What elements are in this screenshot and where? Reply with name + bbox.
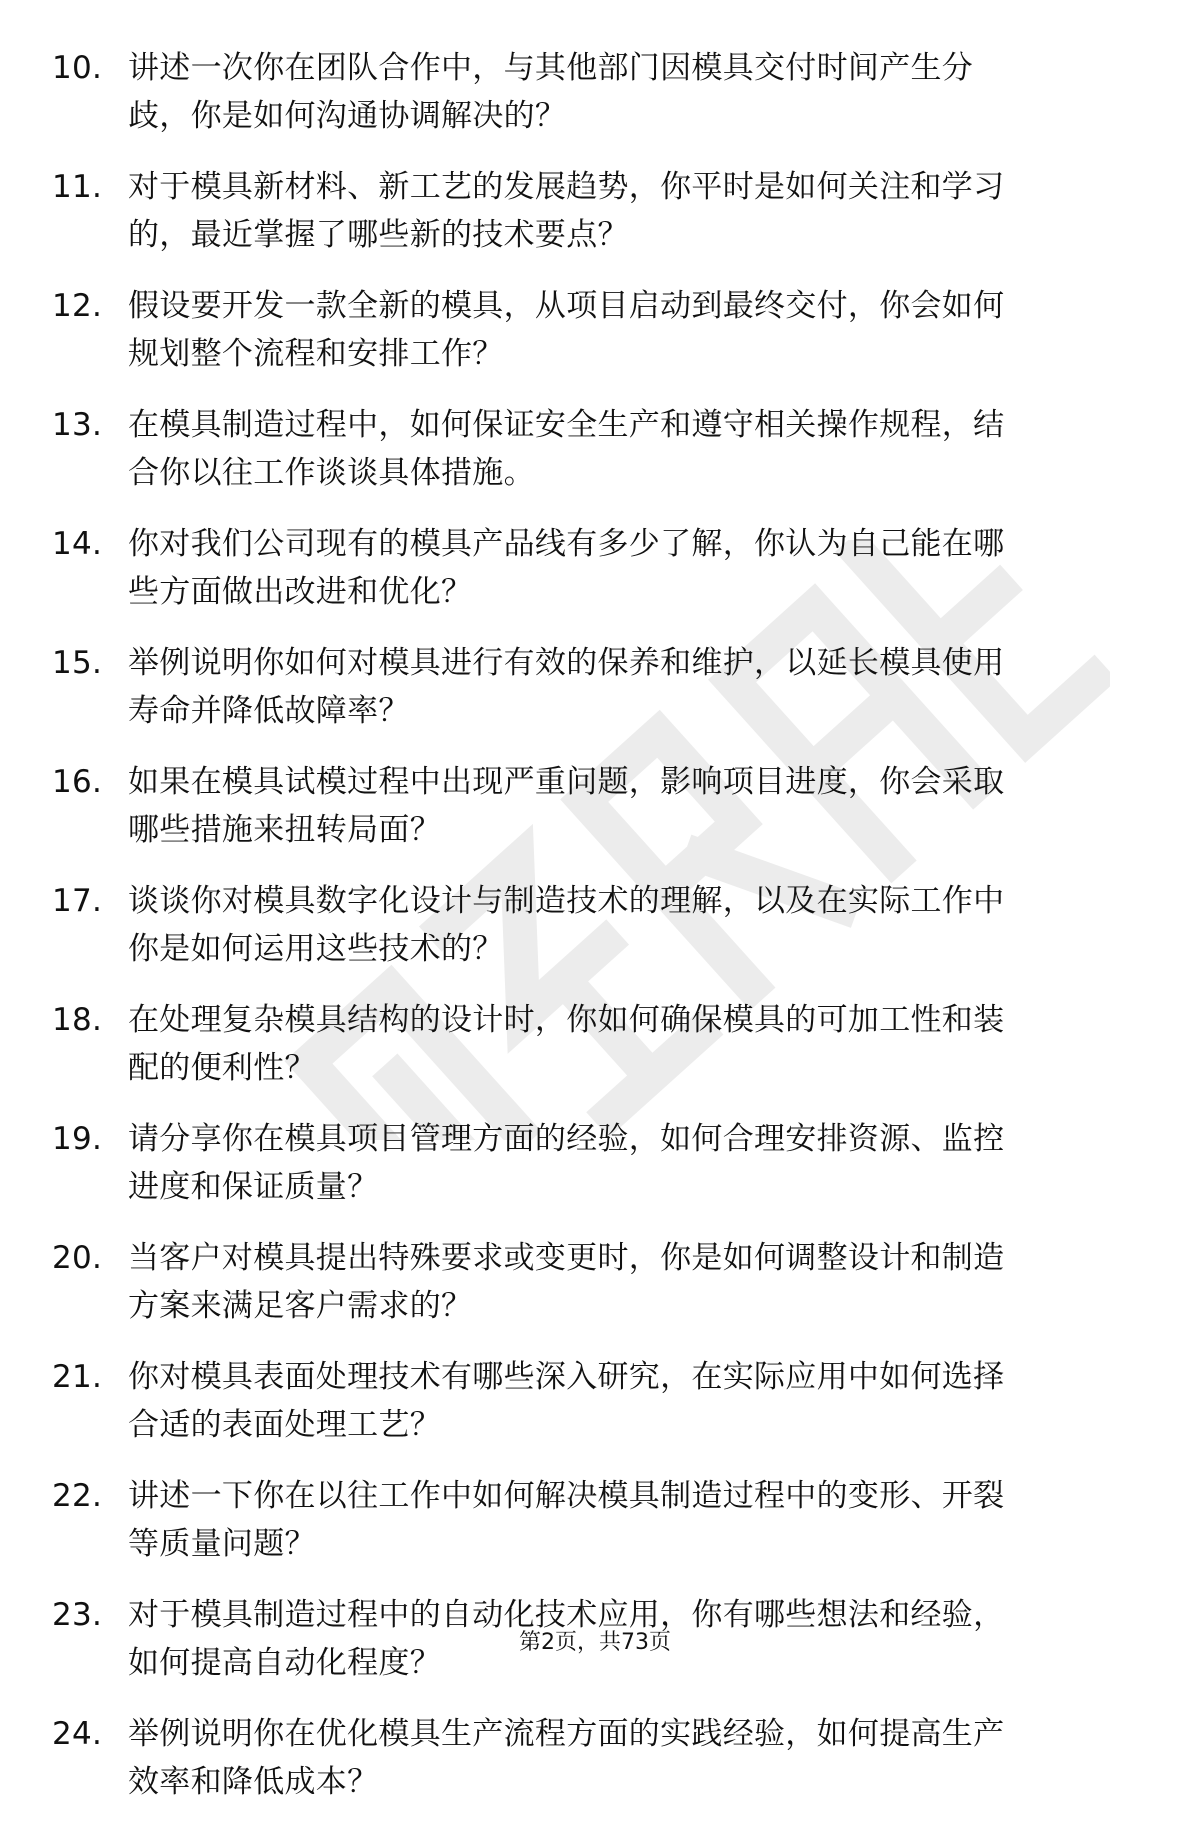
question-item-21 <box>52 1353 1112 1449</box>
question-text-line: 对于模具新材料、新工艺的发展趋势，你平时是如何关注和学习 <box>128 169 1005 205</box>
question-item-18 <box>52 996 1112 1092</box>
question-text-line: 哪些措施来扭转局面？ <box>128 812 441 848</box>
question-text-line: 如何提高自动化程度？ <box>128 1645 441 1681</box>
question-text-line: 等质量问题？ <box>128 1526 316 1562</box>
page-footer <box>0 1628 1190 1658</box>
question-item-24 <box>52 1710 1112 1806</box>
question-item-12 <box>52 282 1112 378</box>
question-text-line: 假设要开发一款全新的模具，从项目启动到最终交付，你会如何 <box>128 288 1005 324</box>
question-text-line: 配的便利性？ <box>128 1050 316 1086</box>
question-text-line: 在处理复杂模具结构的设计时，你如何确保模具的可加工性和装 <box>128 1002 1005 1038</box>
question-item-19 <box>52 1115 1112 1211</box>
question-text-line: 在模具制造过程中，如何保证安全生产和遵守相关操作规程，结 <box>128 407 1005 443</box>
question-number: 20. <box>52 1240 103 1276</box>
question-text-line: 方案来满足客户需求的？ <box>128 1288 473 1324</box>
question-text-line: 请分享你在模具项目管理方面的经验，如何合理安排资源、监控 <box>128 1121 1005 1157</box>
question-number: 22. <box>52 1478 103 1514</box>
question-text-line: 寿命并降低故障率？ <box>128 693 410 729</box>
question-number: 18. <box>52 1002 103 1038</box>
question-number: 11. <box>52 169 103 205</box>
question-number: 16. <box>52 764 103 800</box>
question-text-line: 规划整个流程和安排工作？ <box>128 336 504 372</box>
question-item-15 <box>52 639 1112 735</box>
question-number: 21. <box>52 1359 103 1395</box>
question-text-line: 谈谈你对模具数字化设计与制造技术的理解，以及在实际工作中 <box>128 883 1005 919</box>
question-item-20 <box>52 1234 1112 1330</box>
question-number: 13. <box>52 407 103 443</box>
question-text-line: 效率和降低成本？ <box>128 1764 379 1800</box>
question-number: 14. <box>52 526 103 562</box>
question-text-line: 歧，你是如何沟通协调解决的？ <box>128 98 567 134</box>
question-item-16 <box>52 758 1112 854</box>
question-number: 15. <box>52 645 103 681</box>
question-item-13 <box>52 401 1112 497</box>
question-item-11 <box>52 163 1112 259</box>
question-item-17 <box>52 877 1112 973</box>
page-number-label: 第2页，共73页 <box>519 1630 671 1655</box>
question-number: 12. <box>52 288 103 324</box>
question-text-line: 你对我们公司现有的模具产品线有多少了解，你认为自己能在哪 <box>128 526 1005 562</box>
question-text-line: 合你以往工作谈谈具体措施。 <box>128 455 535 491</box>
question-text-line: 对于模具制造过程中的自动化技术应用，你有哪些想法和经验， <box>128 1597 1005 1633</box>
question-number: 19. <box>52 1121 103 1157</box>
question-text-line: 举例说明你在优化模具生产流程方面的实践经验，如何提高生产 <box>128 1716 1005 1752</box>
question-item-22 <box>52 1472 1112 1568</box>
question-text-line: 些方面做出改进和优化？ <box>128 574 473 610</box>
question-text-line: 进度和保证质量？ <box>128 1169 379 1205</box>
question-text-line: 举例说明你如何对模具进行有效的保养和维护，以延长模具使用 <box>128 645 1005 681</box>
question-text-line: 合适的表面处理工艺？ <box>128 1407 441 1443</box>
question-text-line: 的，最近掌握了哪些新的技术要点？ <box>128 217 629 253</box>
question-text-line: 讲述一下你在以往工作中如何解决模具制造过程中的变形、开裂 <box>128 1478 1005 1514</box>
question-number: 17. <box>52 883 103 919</box>
question-number: 23. <box>52 1597 103 1633</box>
question-text-line: 你对模具表面处理技术有哪些深入研究，在实际应用中如何选择 <box>128 1359 1005 1395</box>
question-number: 10. <box>52 50 103 86</box>
question-text-line: 当客户对模具提出特殊要求或变更时，你是如何调整设计和制造 <box>128 1240 1005 1276</box>
question-list <box>52 44 1112 1829</box>
question-item-14 <box>52 520 1112 616</box>
question-text-line: 讲述一次你在团队合作中，与其他部门因模具交付时间产生分 <box>128 50 974 86</box>
question-number: 24. <box>52 1716 103 1752</box>
question-item-10 <box>52 44 1112 140</box>
question-text-line: 如果在模具试模过程中出现严重问题，影响项目进度，你会采取 <box>128 764 1005 800</box>
question-text-line: 你是如何运用这些技术的？ <box>128 931 504 967</box>
